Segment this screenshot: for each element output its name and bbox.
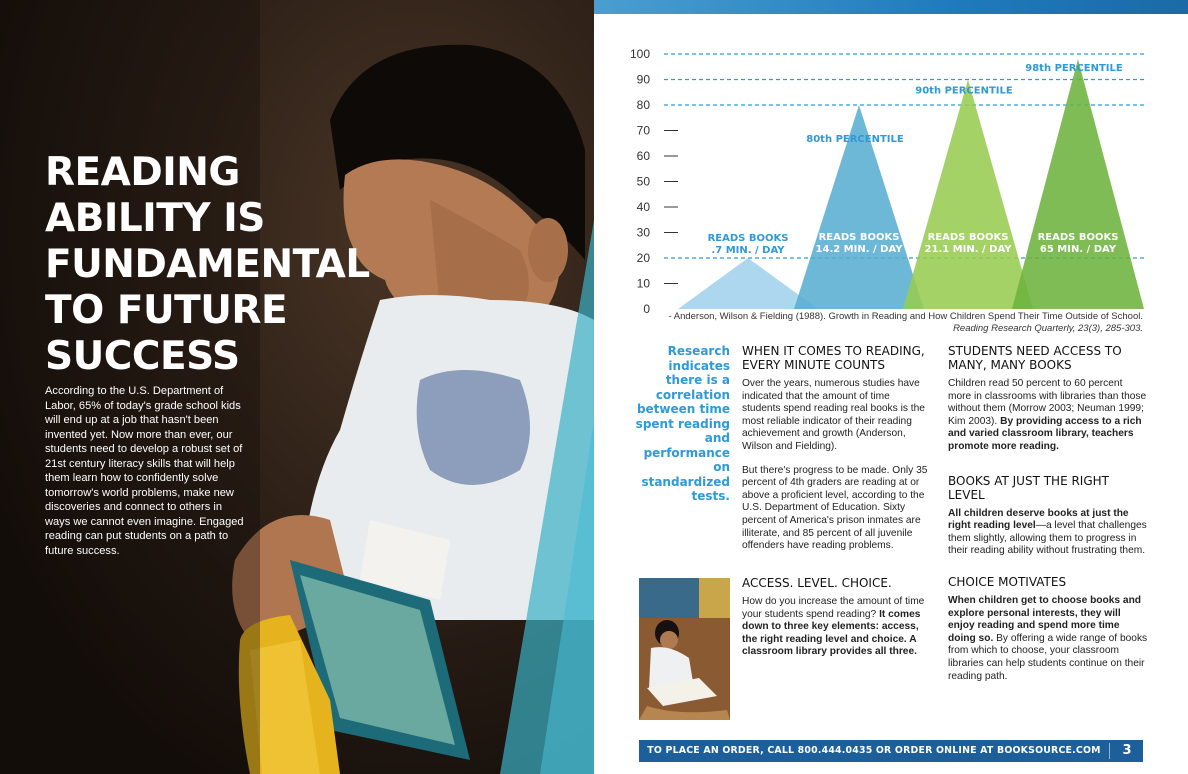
- y-tick-label: 40: [636, 200, 650, 214]
- footer-divider: [1109, 743, 1110, 759]
- section-paragraph: But there's progress to be made. Only 35 percent of 4th graders are reading at or above a proficient level, according to the U.S. Department of Education. Sixty percent of America's prison inmates are illiterate, and 85 percent of all juvenile offenders have reading problems.: [742, 464, 928, 552]
- page-number: 3: [1122, 743, 1132, 758]
- section-heading: WHEN IT COMES TO READING, EVERY MINUTE COUNTS: [742, 344, 925, 372]
- headline-line: ABILITY IS: [45, 196, 265, 241]
- series-label: READS BOOKS: [707, 233, 789, 244]
- headline-line: TO FUTURE: [45, 288, 288, 333]
- text-run: How do you increase the amount of time your students spend reading?: [742, 596, 925, 620]
- y-tick-label: 60: [636, 149, 650, 163]
- chart-citation: [660, 311, 1143, 335]
- citation-journal: Reading Research Quarterly, 23(3), 285-303.: [953, 323, 1143, 334]
- series-label: READS BOOKS: [818, 232, 900, 243]
- section-heading: BOOKS AT JUST THE RIGHT LEVEL: [948, 473, 1109, 502]
- series-label: READS BOOKS: [927, 232, 1009, 243]
- percentile-label: 98th PERCENTILE: [1025, 63, 1123, 75]
- section-paragraph: [948, 508, 1148, 558]
- section-paragraph: [742, 596, 928, 659]
- reading-percentile-chart: [594, 0, 1188, 320]
- headline-line: FUNDAMENTAL: [45, 242, 370, 287]
- section-heading: STUDENTS NEED ACCESS TO MANY, MANY BOOKS: [948, 344, 1122, 372]
- y-tick-label: 20: [636, 251, 650, 265]
- headline-line: SUCCESS: [45, 334, 240, 379]
- section-paragraph: [948, 378, 1148, 454]
- right-page: [594, 0, 1188, 774]
- headline-line: READING: [45, 150, 240, 195]
- y-tick-label: 0: [643, 302, 650, 316]
- boy-reading-floor-photo: [639, 578, 730, 720]
- access-level-choice-section: [742, 576, 928, 670]
- intro-paragraph: According to the U.S. Department of Labor, 65% of today's grade school kids will end up at a job that hasn't been invented yet. Now more than ever, our students need to develop a robust set of 21st century literacy skills that will help them learn how to confidently solve tomorrow's world problems, make new discoveries and connect to others in ways we cannot even imagine. Engaged reading can put students on a path to future success.: [45, 385, 244, 557]
- citation-line: - Anderson, Wilson & Fielding (1988). Growth in Reading and How Children Spend Their Time Outside of School.: [668, 311, 1143, 322]
- pull-quote: Research indicates there is a correlation between time spent reading and performance on standardized tests.: [635, 344, 730, 503]
- text-run: —a level that challenges them slightly, allowing them to progress in their reading ability without frustrating them.: [948, 520, 1147, 557]
- footer-bar: [639, 740, 1143, 762]
- headline: [45, 150, 375, 380]
- percentile-triangle: [1012, 59, 1144, 309]
- section-paragraph: Over the years, numerous studies have indicated that the amount of time students spend reading real books is the most reliable indicator of their reading achievement and growth (Anderson, Wilson and Fielding).: [742, 378, 925, 452]
- order-info: TO PLACE AN ORDER, CALL 800.444.0435 OR ORDER ONLINE AT BOOKSOURCE.COM: [647, 745, 1101, 756]
- percentile-triangle: [903, 80, 1033, 310]
- y-tick-label: 70: [636, 123, 650, 138]
- y-tick-label: 50: [636, 174, 650, 189]
- bold-text-run: All children deserve books at just the right reading level: [948, 507, 1129, 532]
- section-paragraph: [948, 595, 1148, 683]
- section-heading: CHOICE MOTIVATES: [948, 574, 1067, 589]
- y-tick-label: 80: [636, 98, 650, 112]
- bold-text-run: By providing access to a rich and varied classroom library, teachers promote more reading.: [948, 415, 1142, 452]
- section-heading: ACCESS. LEVEL. CHOICE.: [742, 576, 892, 590]
- text-run: Children read 50 percent to 60 percent more in classrooms with libraries than those without them (Morrow 2003; Neuman 1999; Kim 2003).: [948, 378, 1147, 427]
- y-tick-label: 10: [636, 276, 650, 291]
- series-label: 65 MIN. / DAY: [1039, 244, 1117, 255]
- right-column: [948, 344, 1148, 694]
- bold-text-run: When children get to choose books and explore personal interests, they will enjoy reading and spend more time doing so.: [948, 594, 1142, 644]
- y-tick-label: 30: [636, 225, 650, 240]
- bold-text-run: It comes down to three key elements: access, the right reading level and choice. A classroom library provides all three.: [742, 608, 921, 658]
- series-label: .7 MIN. / DAY: [711, 245, 785, 256]
- every-minute-section: [742, 344, 928, 564]
- text-run: By offering a wide range of books from which to choose, your classroom libraries can help students continue on their reading path.: [948, 632, 1148, 682]
- series-label: READS BOOKS: [1037, 232, 1119, 243]
- series-label: 21.1 MIN. / DAY: [924, 244, 1012, 255]
- percentile-label: 90th PERCENTILE: [915, 85, 1013, 97]
- y-tick-label: 100: [629, 47, 650, 61]
- y-tick-label: 90: [636, 72, 650, 87]
- percentile-label: 80th PERCENTILE: [806, 134, 904, 145]
- series-label: 14.2 MIN. / DAY: [815, 244, 903, 255]
